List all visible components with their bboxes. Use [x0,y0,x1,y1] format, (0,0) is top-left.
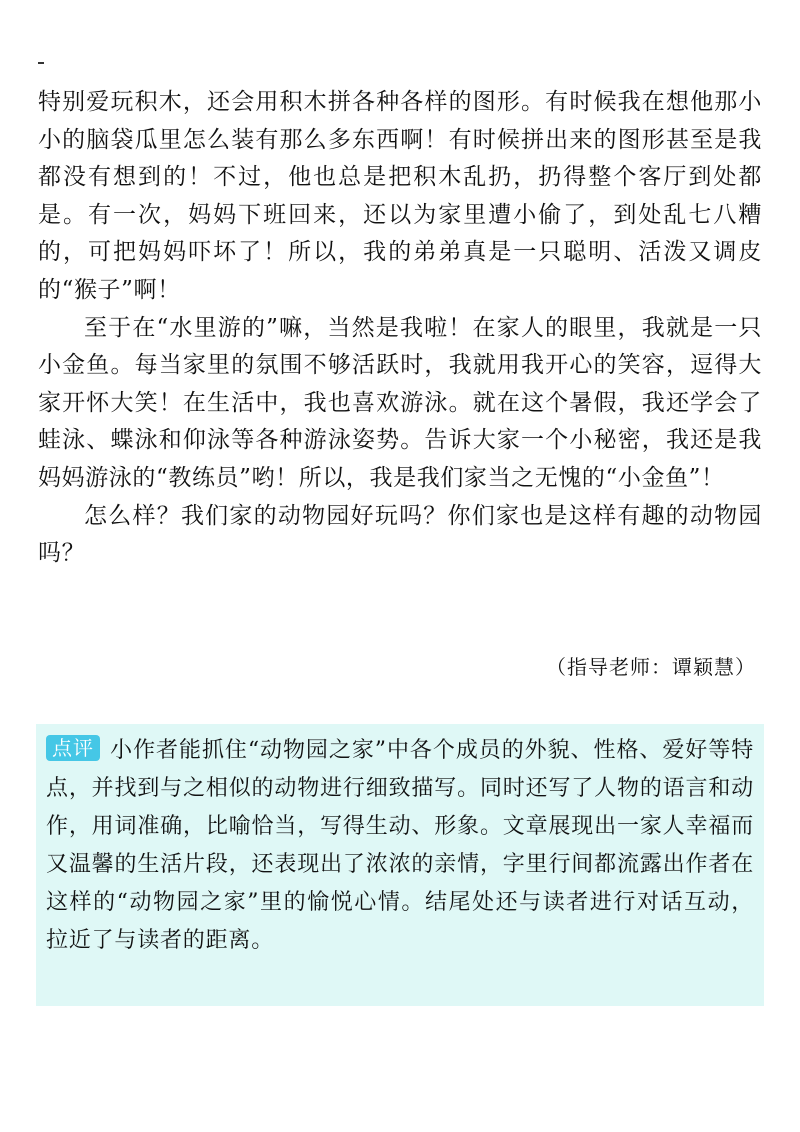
article-body [38,84,762,573]
page-marker [38,62,44,64]
review-box [36,724,764,1006]
paragraph-1: 特别爱玩积木，还会用积木拼各种各样的图形。有时候我在想他那小小的脑袋瓜里怎么装有那么多东西啊！有时候拼出来的图形甚至是我都没有想到的！不过，他也总是把积木乱扔，扔得整个客厅到处都是。有一次，妈妈下班回来，还以为家里遭小偷了，到处乱七八糟的，可把妈妈吓坏了！所以，我的弟弟真是一只聪明、活泼又调皮的“猴子”啊！ [38,89,762,303]
review-text: 小作者能抓住“动物园之家”中各个成员的外貌、性格、爱好等特点，并找到与之相似的动物进行细致描写。同时还写了人物的语言和动作，用词准确，比喻恰当，写得生动、形象。文章展现出一家人幸福而又温馨的生活片段，还表现出了浓浓的亲情，字里行间都流露出作者在这样的“动物园之家”里的愉悦心情。结尾处还与读者进行对话互动，拉近了与读者的距离。 [46,738,754,953]
paragraph-3: 怎么样？我们家的动物园好玩吗？你们家也是这样有趣的动物园吗？ [38,502,762,567]
review-text-block [46,732,754,960]
teacher-signature: （指导老师：谭颖慧） [546,655,756,679]
review-badge: 点评 [46,735,100,761]
paragraph-2: 至于在“水里游的”嘛，当然是我啦！在家人的眼里，我就是一只小金鱼。每当家里的氛围不够活跃时，我就用我开心的笑容，逗得大家开怀大笑！在生活中，我也喜欢游泳。就在这个暑假，我还学会了蛙泳、蝶泳和仰泳等各种游泳姿势。告诉大家一个小秘密，我还是我妈妈游泳的“教练员”哟！所以，我是我们家当之无愧的“小金鱼”！ [38,314,762,491]
